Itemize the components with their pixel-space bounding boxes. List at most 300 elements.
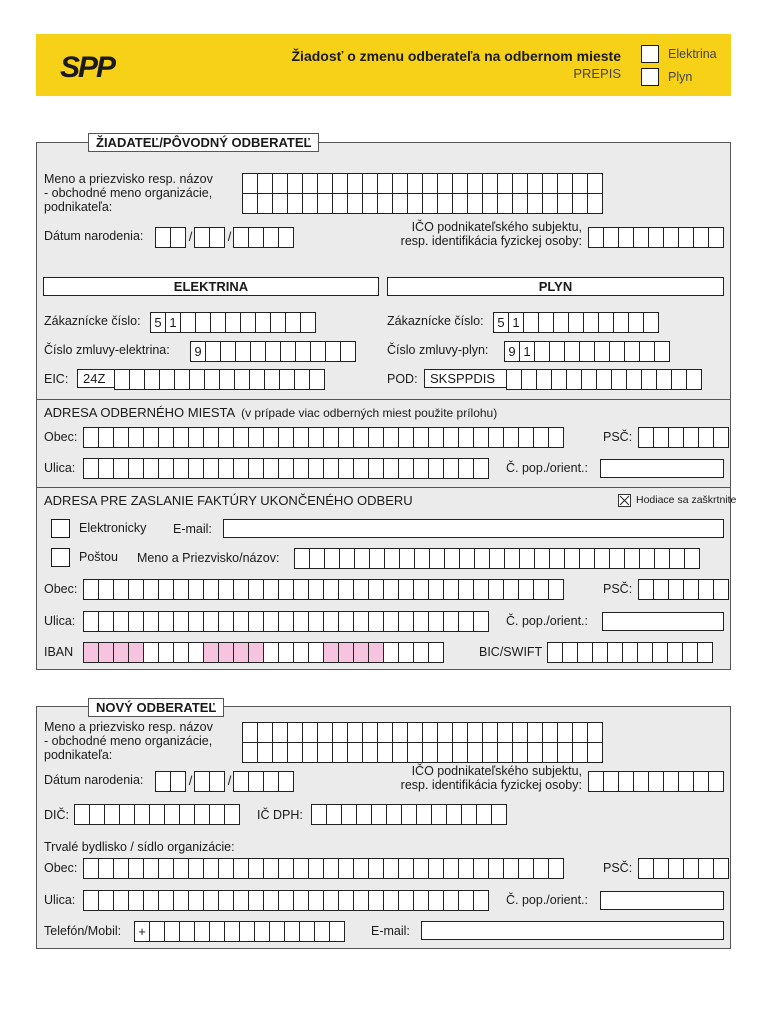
char-cell[interactable] [347, 742, 363, 763]
char-cell[interactable] [697, 642, 713, 663]
char-cell[interactable] [377, 193, 393, 214]
char-cell[interactable] [398, 858, 414, 879]
char-cell[interactable] [467, 173, 483, 194]
char-cell[interactable] [414, 548, 430, 569]
char-cell[interactable]: + [134, 921, 150, 942]
char-cell[interactable] [173, 858, 189, 879]
char-cell[interactable] [278, 611, 294, 632]
char-cell[interactable] [233, 611, 249, 632]
char-cell[interactable] [422, 193, 438, 214]
char-cell[interactable] [308, 858, 324, 879]
char-cell[interactable] [399, 548, 415, 569]
char-cell[interactable] [255, 312, 271, 333]
new-name-row-1[interactable] [242, 722, 603, 741]
char-cell[interactable] [257, 173, 273, 194]
char-cell[interactable] [497, 722, 513, 743]
char-cell[interactable] [113, 611, 129, 632]
char-cell[interactable] [188, 858, 204, 879]
char-cell[interactable] [538, 312, 554, 333]
char-cell[interactable] [422, 742, 438, 763]
char-cell[interactable] [287, 193, 303, 214]
char-cell[interactable]: 1 [165, 312, 181, 333]
char-cell[interactable] [428, 642, 444, 663]
char-cell[interactable] [669, 548, 685, 569]
char-cell[interactable] [413, 858, 429, 879]
char-cell[interactable] [83, 890, 99, 911]
char-cell[interactable] [428, 458, 444, 479]
char-cell[interactable] [248, 642, 264, 663]
char-cell[interactable] [504, 548, 520, 569]
char-cell[interactable] [248, 890, 264, 911]
char-cell[interactable] [158, 611, 174, 632]
char-cell[interactable] [98, 890, 114, 911]
char-cell[interactable] [383, 611, 399, 632]
char-cell[interactable] [369, 548, 385, 569]
address-street[interactable] [83, 458, 489, 477]
char-cell[interactable] [248, 427, 264, 448]
char-cell[interactable] [233, 890, 249, 911]
invoice-number[interactable] [602, 612, 724, 631]
char-cell[interactable] [279, 369, 295, 390]
char-cell[interactable] [467, 742, 483, 763]
char-cell[interactable] [203, 858, 219, 879]
char-cell[interactable] [263, 890, 279, 911]
char-cell[interactable] [557, 173, 573, 194]
char-cell[interactable] [413, 579, 429, 600]
char-cell[interactable] [473, 611, 489, 632]
char-cell[interactable] [272, 742, 288, 763]
char-cell[interactable] [317, 173, 333, 194]
char-cell[interactable] [458, 890, 474, 911]
char-cell[interactable] [413, 890, 429, 911]
char-cell[interactable] [224, 804, 240, 825]
char-cell[interactable] [128, 642, 144, 663]
char-cell[interactable] [205, 341, 221, 362]
dic-field[interactable] [74, 804, 240, 823]
char-cell[interactable] [308, 579, 324, 600]
char-cell[interactable] [263, 611, 279, 632]
char-cell[interactable] [668, 579, 684, 600]
char-cell[interactable] [149, 804, 165, 825]
char-cell[interactable] [308, 458, 324, 479]
char-cell[interactable] [392, 742, 408, 763]
char-cell[interactable] [218, 427, 234, 448]
char-cell[interactable] [624, 548, 640, 569]
char-cell[interactable] [458, 458, 474, 479]
char-cell[interactable] [648, 771, 664, 792]
invoice-street[interactable] [83, 611, 489, 630]
char-cell[interactable] [548, 579, 564, 600]
char-cell[interactable] [104, 804, 120, 825]
new-email[interactable] [421, 921, 724, 940]
char-cell[interactable] [413, 458, 429, 479]
char-cell[interactable] [443, 890, 459, 911]
char-cell[interactable] [626, 369, 642, 390]
char-cell[interactable] [293, 858, 309, 879]
char-cell[interactable] [278, 427, 294, 448]
char-cell[interactable] [686, 369, 702, 390]
char-cell[interactable] [269, 921, 285, 942]
char-cell[interactable] [113, 858, 129, 879]
char-cell[interactable]: 1 [519, 341, 535, 362]
char-cell[interactable] [128, 458, 144, 479]
char-cell[interactable] [437, 173, 453, 194]
char-cell[interactable] [603, 227, 619, 248]
char-cell[interactable] [265, 341, 281, 362]
electronic-invoice-checkbox[interactable] [51, 519, 70, 538]
char-cell[interactable] [287, 742, 303, 763]
char-cell[interactable] [293, 642, 309, 663]
char-cell[interactable] [302, 722, 318, 743]
char-cell[interactable] [143, 858, 159, 879]
char-cell[interactable] [473, 858, 489, 879]
char-cell[interactable] [194, 804, 210, 825]
char-cell[interactable] [194, 921, 210, 942]
char-cell[interactable] [534, 341, 550, 362]
char-cell[interactable] [398, 642, 414, 663]
char-cell[interactable] [713, 427, 729, 448]
char-cell[interactable] [164, 804, 180, 825]
char-cell[interactable] [371, 804, 387, 825]
char-cell[interactable] [542, 742, 558, 763]
char-cell[interactable] [368, 642, 384, 663]
char-cell[interactable] [284, 921, 300, 942]
char-cell[interactable] [452, 173, 468, 194]
char-cell[interactable] [488, 579, 504, 600]
char-cell[interactable] [278, 890, 294, 911]
char-cell[interactable] [74, 804, 90, 825]
char-cell[interactable] [353, 858, 369, 879]
char-cell[interactable] [128, 579, 144, 600]
char-cell[interactable] [233, 858, 249, 879]
char-cell[interactable] [527, 173, 543, 194]
char-cell[interactable] [398, 611, 414, 632]
char-cell[interactable] [497, 193, 513, 214]
char-cell[interactable] [638, 579, 654, 600]
char-cell[interactable] [518, 579, 534, 600]
char-cell[interactable] [488, 427, 504, 448]
char-cell[interactable] [263, 427, 279, 448]
char-cell[interactable] [452, 742, 468, 763]
char-cell[interactable] [678, 227, 694, 248]
char-cell[interactable] [332, 193, 348, 214]
char-cell[interactable] [83, 458, 99, 479]
char-cell[interactable] [347, 193, 363, 214]
char-cell[interactable] [542, 193, 558, 214]
char-cell[interactable] [338, 858, 354, 879]
char-cell[interactable] [128, 890, 144, 911]
char-cell[interactable] [353, 579, 369, 600]
char-cell[interactable] [566, 369, 582, 390]
char-cell[interactable] [549, 548, 565, 569]
char-cell[interactable] [551, 369, 567, 390]
char-cell[interactable] [233, 427, 249, 448]
char-cell[interactable] [323, 579, 339, 600]
char-cell[interactable] [362, 742, 378, 763]
char-cell[interactable] [523, 312, 539, 333]
applicant-name-row-1[interactable] [242, 173, 603, 192]
char-cell[interactable] [708, 771, 724, 792]
char-cell[interactable] [398, 579, 414, 600]
char-cell[interactable] [242, 722, 258, 743]
char-cell[interactable] [654, 341, 670, 362]
char-cell[interactable] [149, 921, 165, 942]
char-cell[interactable] [242, 193, 258, 214]
char-cell[interactable] [293, 458, 309, 479]
char-cell[interactable] [512, 742, 528, 763]
char-cell[interactable] [188, 579, 204, 600]
char-cell[interactable] [113, 642, 129, 663]
char-cell[interactable] [708, 227, 724, 248]
iban-field[interactable] [83, 642, 444, 661]
char-cell[interactable] [332, 173, 348, 194]
char-cell[interactable] [249, 369, 265, 390]
char-cell[interactable] [158, 427, 174, 448]
char-cell[interactable] [618, 227, 634, 248]
char-cell[interactable] [461, 804, 477, 825]
char-cell[interactable] [683, 427, 699, 448]
char-cell[interactable] [299, 921, 315, 942]
char-cell[interactable] [622, 642, 638, 663]
char-cell[interactable] [83, 642, 99, 663]
char-cell[interactable] [682, 642, 698, 663]
char-cell[interactable] [518, 858, 534, 879]
char-cell[interactable] [278, 579, 294, 600]
char-cell[interactable] [329, 921, 345, 942]
char-cell[interactable] [310, 341, 326, 362]
char-cell[interactable] [362, 173, 378, 194]
char-cell[interactable] [302, 193, 318, 214]
invoice-city[interactable] [83, 579, 564, 598]
char-cell[interactable] [422, 173, 438, 194]
char-cell[interactable] [572, 193, 588, 214]
char-cell[interactable] [588, 227, 604, 248]
char-cell[interactable] [257, 722, 273, 743]
char-cell[interactable] [482, 173, 498, 194]
char-cell[interactable] [474, 548, 490, 569]
char-cell[interactable] [143, 427, 159, 448]
elektrina-customer-number[interactable] [150, 312, 316, 331]
char-cell[interactable] [225, 312, 241, 333]
char-cell[interactable] [317, 742, 333, 763]
char-cell[interactable] [652, 642, 668, 663]
char-cell[interactable] [233, 579, 249, 600]
char-cell[interactable] [506, 369, 522, 390]
char-cell[interactable] [368, 890, 384, 911]
new-name-row-2[interactable] [242, 742, 603, 761]
char-cell[interactable] [609, 341, 625, 362]
char-cell[interactable] [713, 579, 729, 600]
char-cell[interactable] [323, 458, 339, 479]
char-cell[interactable] [443, 579, 459, 600]
char-cell[interactable] [272, 193, 288, 214]
char-cell[interactable] [592, 642, 608, 663]
char-cell[interactable] [482, 742, 498, 763]
char-cell[interactable] [698, 579, 714, 600]
char-cell[interactable] [446, 804, 462, 825]
char-cell[interactable] [264, 369, 280, 390]
char-cell[interactable] [158, 858, 174, 879]
char-cell[interactable] [158, 458, 174, 479]
char-cell[interactable] [587, 173, 603, 194]
char-cell[interactable]: 9 [190, 341, 206, 362]
char-cell[interactable] [287, 173, 303, 194]
char-cell[interactable] [309, 369, 325, 390]
char-cell[interactable] [354, 548, 370, 569]
char-cell[interactable] [639, 548, 655, 569]
char-cell[interactable] [98, 579, 114, 600]
char-cell[interactable] [218, 858, 234, 879]
char-cell[interactable] [308, 427, 324, 448]
post-invoice-checkbox[interactable] [51, 548, 70, 567]
elektrina-contract-number[interactable] [190, 341, 356, 360]
char-cell[interactable] [240, 312, 256, 333]
char-cell[interactable] [209, 921, 225, 942]
new-number[interactable] [600, 891, 724, 910]
char-cell[interactable] [248, 611, 264, 632]
char-cell[interactable] [340, 341, 356, 362]
char-cell[interactable] [663, 227, 679, 248]
char-cell[interactable] [338, 611, 354, 632]
char-cell[interactable] [143, 642, 159, 663]
char-cell[interactable] [443, 427, 459, 448]
char-cell[interactable] [188, 642, 204, 663]
char-cell[interactable] [174, 369, 190, 390]
char-cell[interactable] [323, 427, 339, 448]
char-cell[interactable] [542, 173, 558, 194]
char-cell[interactable] [173, 427, 189, 448]
char-cell[interactable] [467, 722, 483, 743]
char-cell[interactable] [503, 579, 519, 600]
char-cell[interactable] [579, 341, 595, 362]
char-cell[interactable] [534, 548, 550, 569]
char-cell[interactable] [173, 458, 189, 479]
char-cell[interactable] [401, 804, 417, 825]
char-cell[interactable] [542, 722, 558, 743]
new-city[interactable] [83, 858, 564, 877]
char-cell[interactable] [473, 427, 489, 448]
char-cell[interactable] [467, 193, 483, 214]
char-cell[interactable] [583, 312, 599, 333]
char-cell[interactable] [386, 804, 402, 825]
char-cell[interactable] [527, 722, 543, 743]
char-cell[interactable] [188, 890, 204, 911]
char-cell[interactable] [311, 804, 327, 825]
char-cell[interactable] [587, 722, 603, 743]
char-cell[interactable] [323, 642, 339, 663]
char-cell[interactable] [254, 921, 270, 942]
new-birth-date[interactable]: / / [155, 771, 294, 790]
char-cell[interactable] [428, 890, 444, 911]
char-cell[interactable] [302, 173, 318, 194]
char-cell[interactable] [638, 858, 654, 879]
char-cell[interactable] [482, 722, 498, 743]
char-cell[interactable] [667, 642, 683, 663]
char-cell[interactable] [368, 579, 384, 600]
char-cell[interactable] [557, 722, 573, 743]
char-cell[interactable] [173, 611, 189, 632]
char-cell[interactable] [158, 642, 174, 663]
char-cell[interactable] [383, 579, 399, 600]
phone-field[interactable] [134, 921, 345, 940]
char-cell[interactable] [444, 548, 460, 569]
char-cell[interactable] [353, 458, 369, 479]
char-cell[interactable] [285, 312, 301, 333]
char-cell[interactable] [368, 427, 384, 448]
char-cell[interactable] [521, 369, 537, 390]
char-cell[interactable] [383, 642, 399, 663]
icdph-field[interactable] [311, 804, 507, 823]
char-cell[interactable] [572, 742, 588, 763]
char-cell[interactable] [233, 642, 249, 663]
char-cell[interactable]: 5 [150, 312, 166, 333]
pod-field[interactable] [424, 369, 702, 388]
char-cell[interactable] [581, 369, 597, 390]
char-cell[interactable] [353, 890, 369, 911]
char-cell[interactable] [203, 458, 219, 479]
char-cell[interactable] [188, 611, 204, 632]
char-cell[interactable] [173, 890, 189, 911]
char-cell[interactable] [270, 312, 286, 333]
char-cell[interactable] [512, 722, 528, 743]
char-cell[interactable] [338, 427, 354, 448]
char-cell[interactable] [429, 548, 445, 569]
char-cell[interactable] [628, 312, 644, 333]
char-cell[interactable] [263, 642, 279, 663]
char-cell[interactable] [164, 921, 180, 942]
applicant-birth-date[interactable]: / / [155, 227, 294, 246]
char-cell[interactable] [413, 427, 429, 448]
char-cell[interactable] [698, 427, 714, 448]
char-cell[interactable] [203, 642, 219, 663]
char-cell[interactable] [323, 858, 339, 879]
char-cell[interactable] [654, 548, 670, 569]
invoice-email[interactable] [223, 519, 724, 538]
char-cell[interactable] [413, 611, 429, 632]
char-cell[interactable] [362, 722, 378, 743]
char-cell[interactable] [562, 642, 578, 663]
char-cell[interactable] [263, 858, 279, 879]
char-cell[interactable] [443, 858, 459, 879]
char-cell[interactable] [218, 890, 234, 911]
char-cell[interactable] [113, 579, 129, 600]
char-cell[interactable] [489, 548, 505, 569]
char-cell[interactable] [203, 579, 219, 600]
char-cell[interactable] [280, 341, 296, 362]
char-cell[interactable] [250, 341, 266, 362]
char-cell[interactable] [533, 427, 549, 448]
char-cell[interactable] [491, 804, 507, 825]
char-cell[interactable] [242, 173, 258, 194]
char-cell[interactable] [362, 193, 378, 214]
char-cell[interactable] [638, 427, 654, 448]
char-cell[interactable] [473, 458, 489, 479]
char-cell[interactable] [482, 193, 498, 214]
char-cell[interactable] [209, 804, 225, 825]
char-cell[interactable] [533, 858, 549, 879]
char-cell[interactable] [203, 427, 219, 448]
char-cell[interactable] [497, 742, 513, 763]
char-cell[interactable] [693, 227, 709, 248]
char-cell[interactable] [443, 458, 459, 479]
char-cell[interactable] [233, 458, 249, 479]
char-cell[interactable] [203, 611, 219, 632]
char-cell[interactable] [353, 427, 369, 448]
char-cell[interactable] [179, 921, 195, 942]
plyn-customer-number[interactable] [493, 312, 659, 331]
char-cell[interactable] [407, 193, 423, 214]
char-cell[interactable] [452, 722, 468, 743]
